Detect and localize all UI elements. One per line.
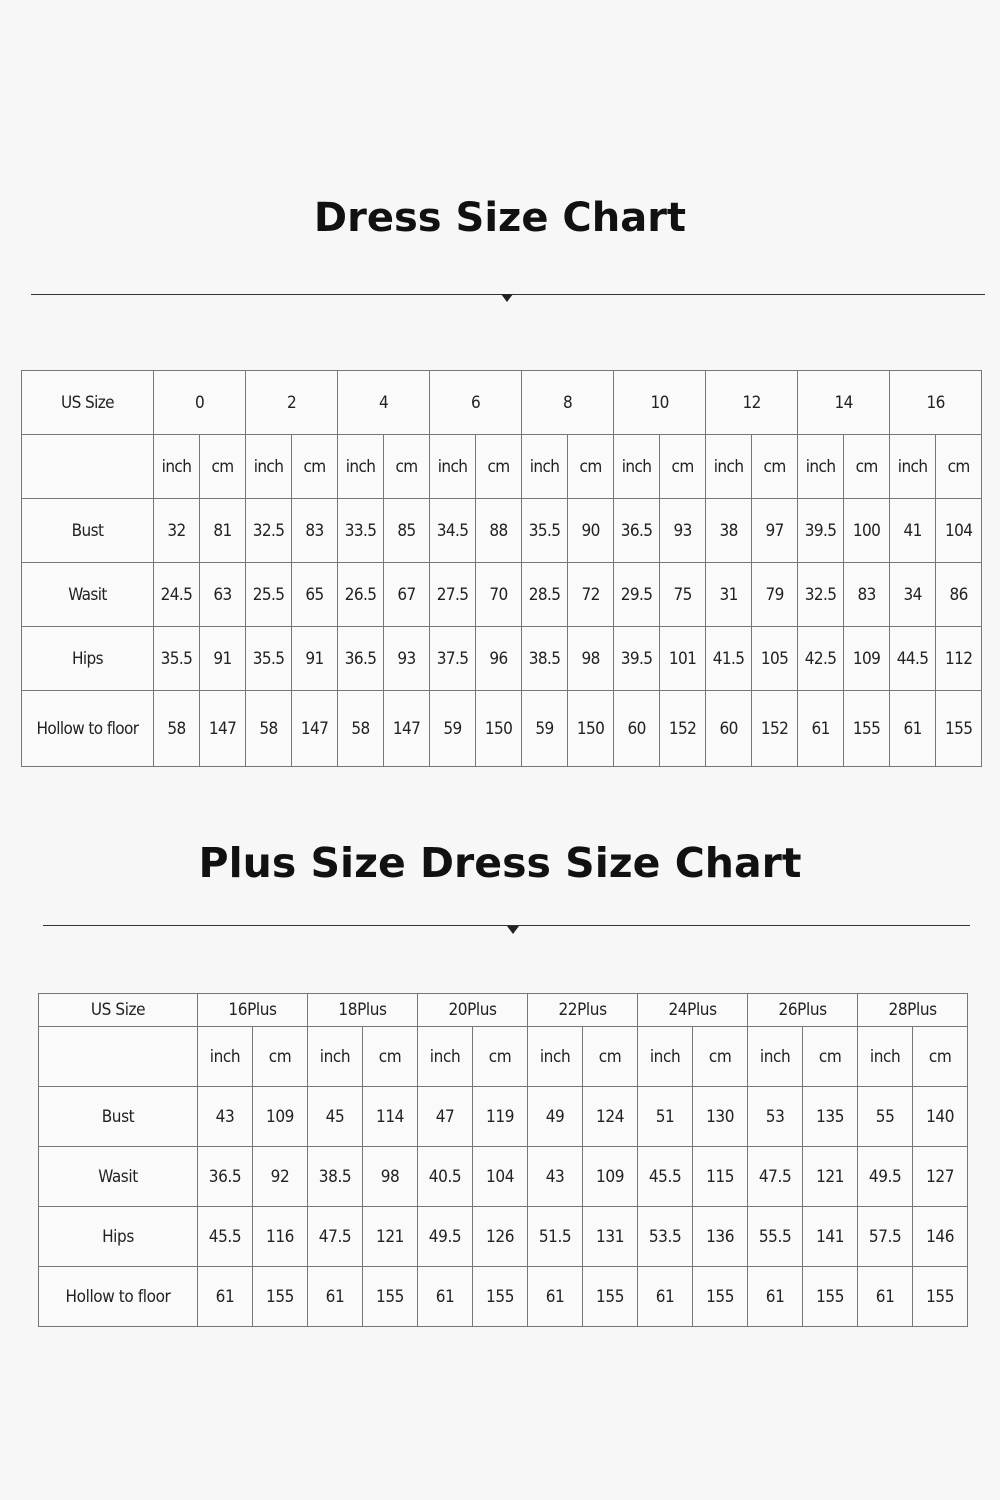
- measurement-value: 146: [913, 1207, 968, 1267]
- size-header-cell: 4: [338, 371, 430, 435]
- unit-inch-cell: inch: [798, 435, 844, 499]
- size-header-cell: 26Plus: [748, 994, 858, 1027]
- measurement-value: 60: [706, 691, 752, 767]
- empty-header-cell: [39, 1027, 198, 1087]
- size-header-cell: 2: [246, 371, 338, 435]
- measurement-value: 40.5: [418, 1147, 473, 1207]
- measurement-value: 45: [308, 1087, 363, 1147]
- unit-cm-cell: cm: [253, 1027, 308, 1087]
- measurement-value: 65: [292, 563, 338, 627]
- measurement-value: 155: [844, 691, 890, 767]
- measurement-value: 53: [748, 1087, 803, 1147]
- table-row: [39, 1207, 968, 1267]
- measurement-value: 126: [473, 1207, 528, 1267]
- size-header-cell: 0: [154, 371, 246, 435]
- measurement-value: 34.5: [430, 499, 476, 563]
- measurement-value: 155: [936, 691, 982, 767]
- measurement-value: 36.5: [614, 499, 660, 563]
- unit-inch-cell: inch: [528, 1027, 583, 1087]
- measurement-value: 61: [638, 1267, 693, 1327]
- measurement-value: 61: [418, 1267, 473, 1327]
- measurement-value: 70: [476, 563, 522, 627]
- measurement-label: Hollow to floor: [39, 1267, 198, 1327]
- unit-inch-cell: inch: [308, 1027, 363, 1087]
- measurement-value: 38.5: [308, 1147, 363, 1207]
- measurement-value: 49: [528, 1087, 583, 1147]
- table-row: [22, 691, 982, 767]
- measurement-value: 112: [936, 627, 982, 691]
- unit-cm-cell: cm: [693, 1027, 748, 1087]
- measurement-value: 150: [568, 691, 614, 767]
- table-row: [39, 1087, 968, 1147]
- measurement-value: 109: [253, 1087, 308, 1147]
- unit-cm-cell: cm: [473, 1027, 528, 1087]
- unit-cm-cell: cm: [660, 435, 706, 499]
- measurement-value: 135: [803, 1087, 858, 1147]
- measurement-value: 32: [154, 499, 200, 563]
- measurement-value: 34: [890, 563, 936, 627]
- measurement-value: 83: [292, 499, 338, 563]
- down-arrow-icon: [507, 926, 519, 934]
- unit-inch-cell: inch: [154, 435, 200, 499]
- measurement-value: 32.5: [798, 563, 844, 627]
- measurement-value: 155: [583, 1267, 638, 1327]
- unit-cm-cell: cm: [292, 435, 338, 499]
- measurement-value: 115: [693, 1147, 748, 1207]
- measurement-value: 114: [363, 1087, 418, 1147]
- measurement-value: 58: [338, 691, 384, 767]
- measurement-value: 119: [473, 1087, 528, 1147]
- size-header-cell: 22Plus: [528, 994, 638, 1027]
- measurement-value: 61: [858, 1267, 913, 1327]
- measurement-value: 61: [798, 691, 844, 767]
- measurement-value: 61: [308, 1267, 363, 1327]
- measurement-value: 93: [660, 499, 706, 563]
- measurement-value: 104: [473, 1147, 528, 1207]
- measurement-value: 90: [568, 499, 614, 563]
- unit-inch-cell: inch: [338, 435, 384, 499]
- measurement-value: 72: [568, 563, 614, 627]
- size-header-row: [39, 994, 968, 1027]
- size-header-cell: 20Plus: [418, 994, 528, 1027]
- measurement-value: 109: [583, 1147, 638, 1207]
- size-header-row: [22, 371, 982, 435]
- measurement-value: 43: [198, 1087, 253, 1147]
- table-row: [22, 499, 982, 563]
- measurement-value: 35.5: [522, 499, 568, 563]
- size-header-cell: 12: [706, 371, 798, 435]
- measurement-value: 36.5: [338, 627, 384, 691]
- measurement-value: 127: [913, 1147, 968, 1207]
- measurement-value: 98: [363, 1147, 418, 1207]
- measurement-value: 91: [200, 627, 246, 691]
- measurement-value: 60: [614, 691, 660, 767]
- size-header-cell: 6: [430, 371, 522, 435]
- measurement-value: 37.5: [430, 627, 476, 691]
- measurement-label: Hips: [22, 627, 154, 691]
- measurement-value: 155: [363, 1267, 418, 1327]
- unit-cm-cell: cm: [476, 435, 522, 499]
- measurement-value: 43: [528, 1147, 583, 1207]
- unit-inch-cell: inch: [614, 435, 660, 499]
- measurement-value: 55.5: [748, 1207, 803, 1267]
- size-header-cell: 10: [614, 371, 706, 435]
- measurement-value: 51.5: [528, 1207, 583, 1267]
- measurement-value: 24.5: [154, 563, 200, 627]
- measurement-value: 83: [844, 563, 890, 627]
- measurement-value: 58: [154, 691, 200, 767]
- table-row: [22, 563, 982, 627]
- measurement-value: 116: [253, 1207, 308, 1267]
- measurement-value: 101: [660, 627, 706, 691]
- unit-cm-cell: cm: [384, 435, 430, 499]
- measurement-value: 58: [246, 691, 292, 767]
- measurement-value: 141: [803, 1207, 858, 1267]
- dress-size-table: [21, 370, 982, 767]
- table-row: [39, 1147, 968, 1207]
- unit-cm-cell: cm: [936, 435, 982, 499]
- measurement-value: 57.5: [858, 1207, 913, 1267]
- measurement-value: 47: [418, 1087, 473, 1147]
- measurement-value: 27.5: [430, 563, 476, 627]
- measurement-label: Wasit: [22, 563, 154, 627]
- measurement-value: 96: [476, 627, 522, 691]
- measurement-value: 49.5: [858, 1147, 913, 1207]
- measurement-value: 45.5: [198, 1207, 253, 1267]
- measurement-value: 136: [693, 1207, 748, 1267]
- measurement-value: 121: [803, 1147, 858, 1207]
- measurement-value: 47.5: [308, 1207, 363, 1267]
- measurement-value: 105: [752, 627, 798, 691]
- measurement-value: 91: [292, 627, 338, 691]
- size-header-cell: 16Plus: [198, 994, 308, 1027]
- unit-inch-cell: inch: [418, 1027, 473, 1087]
- measurement-value: 59: [430, 691, 476, 767]
- measurement-value: 121: [363, 1207, 418, 1267]
- measurement-value: 59: [522, 691, 568, 767]
- measurement-value: 81: [200, 499, 246, 563]
- unit-inch-cell: inch: [522, 435, 568, 499]
- measurement-value: 155: [253, 1267, 308, 1327]
- measurement-value: 53.5: [638, 1207, 693, 1267]
- measurement-value: 25.5: [246, 563, 292, 627]
- measurement-value: 61: [748, 1267, 803, 1327]
- unit-inch-cell: inch: [430, 435, 476, 499]
- measurement-value: 47.5: [748, 1147, 803, 1207]
- measurement-value: 100: [844, 499, 890, 563]
- unit-header-row: [39, 1027, 968, 1087]
- measurement-value: 39.5: [798, 499, 844, 563]
- measurement-value: 41.5: [706, 627, 752, 691]
- measurement-value: 41: [890, 499, 936, 563]
- measurement-value: 79: [752, 563, 798, 627]
- measurement-value: 155: [913, 1267, 968, 1327]
- measurement-value: 38.5: [522, 627, 568, 691]
- measurement-value: 32.5: [246, 499, 292, 563]
- measurement-value: 39.5: [614, 627, 660, 691]
- measurement-value: 109: [844, 627, 890, 691]
- measurement-value: 26.5: [338, 563, 384, 627]
- measurement-value: 31: [706, 563, 752, 627]
- measurement-value: 44.5: [890, 627, 936, 691]
- measurement-value: 61: [528, 1267, 583, 1327]
- measurement-value: 152: [660, 691, 706, 767]
- empty-header-cell: [22, 435, 154, 499]
- size-header-cell: 8: [522, 371, 614, 435]
- measurement-value: 155: [693, 1267, 748, 1327]
- us-size-header: US Size: [39, 994, 198, 1027]
- measurement-value: 131: [583, 1207, 638, 1267]
- measurement-value: 45.5: [638, 1147, 693, 1207]
- measurement-label: Hips: [39, 1207, 198, 1267]
- measurement-value: 61: [890, 691, 936, 767]
- measurement-value: 130: [693, 1087, 748, 1147]
- measurement-value: 85: [384, 499, 430, 563]
- unit-cm-cell: cm: [844, 435, 890, 499]
- unit-inch-cell: inch: [748, 1027, 803, 1087]
- unit-cm-cell: cm: [568, 435, 614, 499]
- unit-inch-cell: inch: [706, 435, 752, 499]
- unit-cm-cell: cm: [583, 1027, 638, 1087]
- measurement-value: 86: [936, 563, 982, 627]
- measurement-value: 147: [292, 691, 338, 767]
- measurement-value: 51: [638, 1087, 693, 1147]
- measurement-value: 49.5: [418, 1207, 473, 1267]
- measurement-value: 88: [476, 499, 522, 563]
- measurement-value: 92: [253, 1147, 308, 1207]
- measurement-value: 42.5: [798, 627, 844, 691]
- unit-cm-cell: cm: [803, 1027, 858, 1087]
- measurement-value: 124: [583, 1087, 638, 1147]
- measurement-value: 147: [200, 691, 246, 767]
- measurement-value: 35.5: [246, 627, 292, 691]
- measurement-value: 33.5: [338, 499, 384, 563]
- unit-inch-cell: inch: [890, 435, 936, 499]
- measurement-value: 38: [706, 499, 752, 563]
- measurement-value: 147: [384, 691, 430, 767]
- measurement-value: 28.5: [522, 563, 568, 627]
- unit-header-row: [22, 435, 982, 499]
- measurement-value: 35.5: [154, 627, 200, 691]
- measurement-label: Wasit: [39, 1147, 198, 1207]
- measurement-value: 67: [384, 563, 430, 627]
- unit-cm-cell: cm: [200, 435, 246, 499]
- measurement-value: 97: [752, 499, 798, 563]
- table-row: [22, 627, 982, 691]
- unit-inch-cell: inch: [638, 1027, 693, 1087]
- unit-inch-cell: inch: [246, 435, 292, 499]
- measurement-value: 104: [936, 499, 982, 563]
- measurement-label: Bust: [22, 499, 154, 563]
- size-header-cell: 18Plus: [308, 994, 418, 1027]
- down-arrow-icon: [501, 294, 513, 302]
- measurement-label: Hollow to floor: [22, 691, 154, 767]
- plus-size-table: [38, 993, 968, 1327]
- measurement-value: 63: [200, 563, 246, 627]
- unit-inch-cell: inch: [858, 1027, 913, 1087]
- plus-size-chart-title: Plus Size Dress Size Chart: [198, 839, 802, 887]
- unit-cm-cell: cm: [752, 435, 798, 499]
- measurement-value: 55: [858, 1087, 913, 1147]
- us-size-header: US Size: [22, 371, 154, 435]
- unit-cm-cell: cm: [363, 1027, 418, 1087]
- size-header-cell: 24Plus: [638, 994, 748, 1027]
- dress-size-chart-title: Dress Size Chart: [313, 195, 687, 241]
- size-header-cell: 16: [890, 371, 982, 435]
- size-header-cell: 14: [798, 371, 890, 435]
- unit-cm-cell: cm: [913, 1027, 968, 1087]
- measurement-label: Bust: [39, 1087, 198, 1147]
- size-header-cell: 28Plus: [858, 994, 968, 1027]
- table-row: [39, 1267, 968, 1327]
- measurement-value: 98: [568, 627, 614, 691]
- measurement-value: 75: [660, 563, 706, 627]
- measurement-value: 155: [803, 1267, 858, 1327]
- measurement-value: 155: [473, 1267, 528, 1327]
- unit-inch-cell: inch: [198, 1027, 253, 1087]
- measurement-value: 93: [384, 627, 430, 691]
- measurement-value: 140: [913, 1087, 968, 1147]
- measurement-value: 36.5: [198, 1147, 253, 1207]
- measurement-value: 150: [476, 691, 522, 767]
- measurement-value: 29.5: [614, 563, 660, 627]
- measurement-value: 152: [752, 691, 798, 767]
- measurement-value: 61: [198, 1267, 253, 1327]
